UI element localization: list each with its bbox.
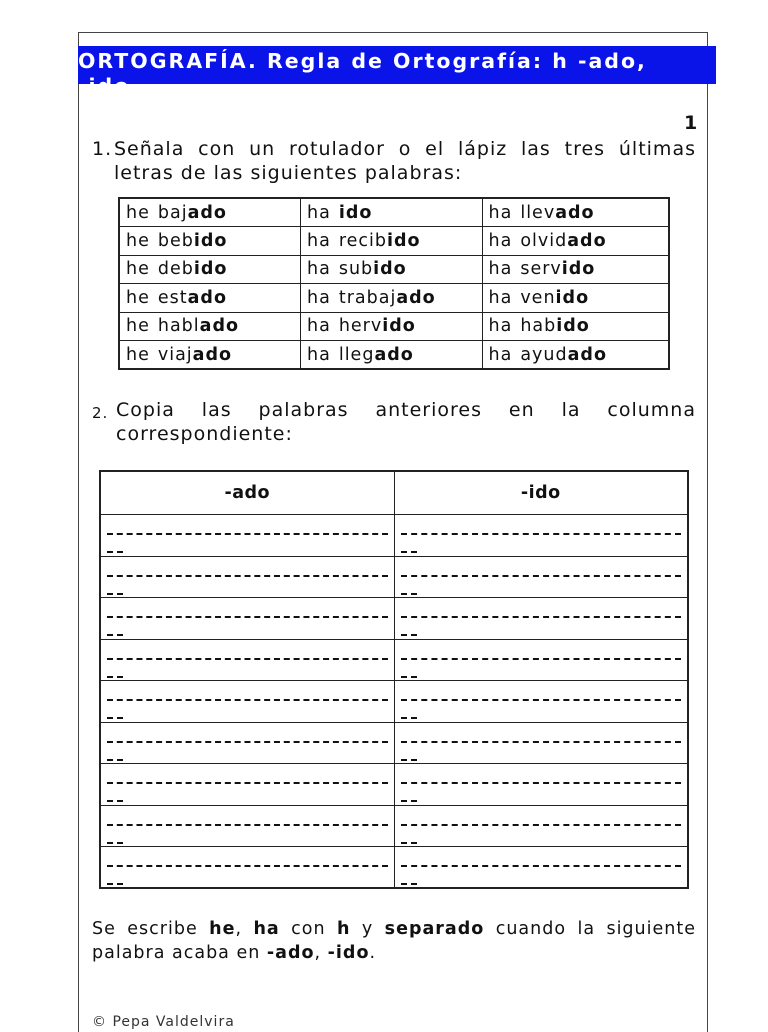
writing-line (401, 865, 682, 869)
writing-line (107, 616, 388, 620)
word-cell (301, 198, 483, 227)
word-cell (301, 312, 483, 341)
auxiliary-verb: ha (488, 287, 513, 308)
word-suffix: ado (396, 287, 436, 308)
writing-line-continuation (107, 551, 123, 555)
answer-cell-ado[interactable] (100, 847, 394, 889)
word-table (118, 197, 670, 370)
page-number: 1 (684, 112, 698, 134)
answer-cell-ido[interactable] (394, 847, 688, 889)
word-table-row (119, 341, 669, 370)
rule-ado: -ado (266, 943, 315, 963)
writing-line (107, 533, 388, 537)
copy-table-row (100, 515, 688, 557)
word-cell (119, 255, 301, 284)
word-suffix: ado (555, 202, 595, 223)
rule-separado: separado (384, 919, 485, 939)
auxiliary-verb: ha (307, 287, 331, 308)
word-suffix: ado (192, 344, 233, 365)
copy-table-row (100, 598, 688, 640)
writing-line-continuation (107, 634, 123, 638)
word-suffix: ido (193, 259, 228, 280)
writing-line (401, 616, 682, 620)
word-cell (482, 198, 669, 227)
word-suffix: ado (374, 344, 414, 365)
writing-line (107, 658, 388, 662)
word-cell (119, 312, 301, 341)
word-cell (119, 341, 301, 370)
writing-line-continuation (107, 800, 123, 804)
writing-line-continuation (401, 676, 417, 680)
writing-line (107, 824, 388, 828)
writing-line-continuation (401, 883, 417, 887)
answer-cell-ido[interactable] (394, 556, 688, 598)
word-cell (482, 312, 669, 341)
auxiliary-verb: he (126, 230, 150, 251)
title-line-2: -ido (78, 74, 131, 98)
writing-line-continuation (401, 593, 417, 597)
word-cell (301, 255, 483, 284)
writing-line (401, 824, 682, 828)
writing-line (401, 782, 682, 786)
writing-line-continuation (107, 842, 123, 846)
word-stem: ayud (520, 344, 568, 365)
word-stem: sub (338, 259, 374, 280)
word-stem: llev (520, 202, 556, 223)
writing-line-continuation (107, 883, 123, 887)
writing-line-continuation (107, 676, 123, 680)
writing-line (401, 699, 682, 703)
writing-line (107, 575, 388, 579)
rule-text: y (350, 919, 385, 939)
word-suffix: ido (373, 259, 407, 280)
copy-table-row (100, 639, 688, 681)
word-table-row (119, 227, 669, 256)
rule-he: he (209, 919, 236, 939)
word-cell (301, 227, 483, 256)
copy-table-row (100, 847, 688, 889)
copy-table-row (100, 805, 688, 847)
writing-line (107, 865, 388, 869)
column-header-ado: -ado (100, 471, 394, 515)
auxiliary-verb: ha (488, 230, 513, 251)
writing-line-continuation (107, 759, 123, 763)
word-cell (482, 284, 669, 313)
auxiliary-verb: he (126, 259, 150, 280)
answer-cell-ido[interactable] (394, 639, 688, 681)
word-stem: serv (520, 259, 562, 280)
answer-cell-ado[interactable] (100, 722, 394, 764)
copy-table-row (100, 722, 688, 764)
writing-line-continuation (401, 634, 417, 638)
auxiliary-verb: ha (307, 230, 331, 251)
rule-text: con (279, 919, 337, 939)
word-stem: est (157, 287, 188, 308)
word-stem: beb (157, 230, 194, 251)
auxiliary-verb: he (126, 202, 150, 223)
word-stem: olvid (520, 230, 568, 251)
word-stem: trabaj (338, 287, 397, 308)
auxiliary-verb: he (126, 287, 150, 308)
word-suffix: ido (555, 287, 590, 308)
word-stem: ven (520, 287, 556, 308)
auxiliary-verb: ha (488, 344, 513, 365)
word-suffix: ido (338, 202, 373, 223)
copy-table-row (100, 764, 688, 806)
auxiliary-verb: ha (307, 316, 331, 337)
answer-cell-ado[interactable] (100, 515, 394, 557)
auxiliary-verb: ha (307, 202, 331, 223)
copy-table-row (100, 556, 688, 598)
word-table-row (119, 312, 669, 341)
word-cell (119, 227, 301, 256)
instruction-2 (92, 398, 696, 446)
word-stem: baj (157, 202, 188, 223)
writing-line (107, 699, 388, 703)
word-suffix: ado (187, 202, 227, 223)
title-line-1: ORTOGRAFÍA. Regla de Ortografía: h -ado, (78, 49, 647, 73)
auxiliary-verb: ha (307, 344, 331, 365)
word-stem: viaj (157, 344, 193, 365)
rule-text: Se escribe (92, 919, 210, 939)
word-stem: hab (520, 316, 557, 337)
auxiliary-verb: ha (488, 316, 513, 337)
word-suffix: ado (199, 316, 240, 337)
answer-cell-ado[interactable] (100, 764, 394, 806)
word-suffix: ido (382, 316, 416, 337)
word-stem: habl (157, 316, 200, 337)
word-stem: lleg (338, 344, 375, 365)
instruction-1-number: 1. (92, 138, 113, 160)
word-stem: herv (338, 316, 383, 337)
writing-line-continuation (107, 593, 123, 597)
answer-cell-ado[interactable] (100, 556, 394, 598)
rule-text: cuando la siguiente palabra acaba en (92, 919, 696, 963)
writing-line-continuation (401, 842, 417, 846)
word-cell (482, 255, 669, 284)
writing-line (401, 741, 682, 745)
answer-cell-ado[interactable] (100, 681, 394, 723)
word-stem: recib (338, 230, 387, 251)
auxiliary-verb: he (126, 316, 150, 337)
writing-line-continuation (107, 717, 123, 721)
instruction-1 (92, 137, 696, 185)
answer-cell-ado[interactable] (100, 805, 394, 847)
rule-text: , (235, 919, 254, 939)
word-suffix: ido (561, 259, 596, 280)
writing-line-continuation (401, 551, 417, 555)
word-suffix: ado (187, 287, 227, 308)
rule-ido: -ido (327, 943, 370, 963)
writing-line (107, 741, 388, 745)
word-suffix: ido (556, 316, 590, 337)
answer-cell-ado[interactable] (100, 639, 394, 681)
answer-cell-ido[interactable] (394, 805, 688, 847)
word-cell (119, 284, 301, 313)
spelling-rule (92, 917, 696, 965)
word-table-row (119, 284, 669, 313)
answer-cell-ido[interactable] (394, 515, 688, 557)
writing-line (107, 782, 388, 786)
answer-cell-ado[interactable] (100, 598, 394, 640)
answer-cell-ido[interactable] (394, 764, 688, 806)
footer-copyright: © Pepa Valdelvira (92, 1014, 235, 1030)
word-stem: deb (157, 259, 194, 280)
auxiliary-verb: he (126, 344, 150, 365)
page-title (78, 46, 716, 98)
word-cell (301, 341, 483, 370)
word-suffix: ado (567, 230, 607, 251)
rule-text: , (314, 943, 328, 963)
column-header-ido: -ido (394, 471, 688, 515)
auxiliary-verb: ha (488, 202, 513, 223)
writing-line-continuation (401, 759, 417, 763)
instruction-2-number: 2. (92, 404, 109, 422)
auxiliary-verb: ha (488, 259, 513, 280)
answer-cell-ido[interactable] (394, 722, 688, 764)
answer-cell-ido[interactable] (394, 681, 688, 723)
writing-line-continuation (401, 800, 417, 804)
word-cell (482, 341, 669, 370)
word-suffix: ido (193, 230, 228, 251)
word-suffix: ado (567, 344, 607, 365)
writing-line (401, 658, 682, 662)
word-cell (119, 198, 301, 227)
instruction-1-text: Señala con un rotulador o el lápiz las tres últimas letras de las siguientes palabras: (114, 138, 696, 184)
writing-line-continuation (401, 717, 417, 721)
copy-table (99, 470, 689, 889)
rule-h: h (337, 919, 351, 939)
rule-ha: ha (253, 919, 280, 939)
word-suffix: ido (387, 230, 421, 251)
word-cell (301, 284, 483, 313)
word-table-row (119, 198, 669, 227)
rule-text: . (369, 943, 377, 963)
word-table-row (119, 255, 669, 284)
word-cell (482, 227, 669, 256)
answer-cell-ido[interactable] (394, 598, 688, 640)
auxiliary-verb: ha (307, 259, 331, 280)
copy-table-row (100, 681, 688, 723)
writing-line (401, 575, 682, 579)
instruction-2-text: Copia las palabras anteriores en la columna correspondiente: (116, 399, 696, 445)
writing-line (401, 533, 682, 537)
